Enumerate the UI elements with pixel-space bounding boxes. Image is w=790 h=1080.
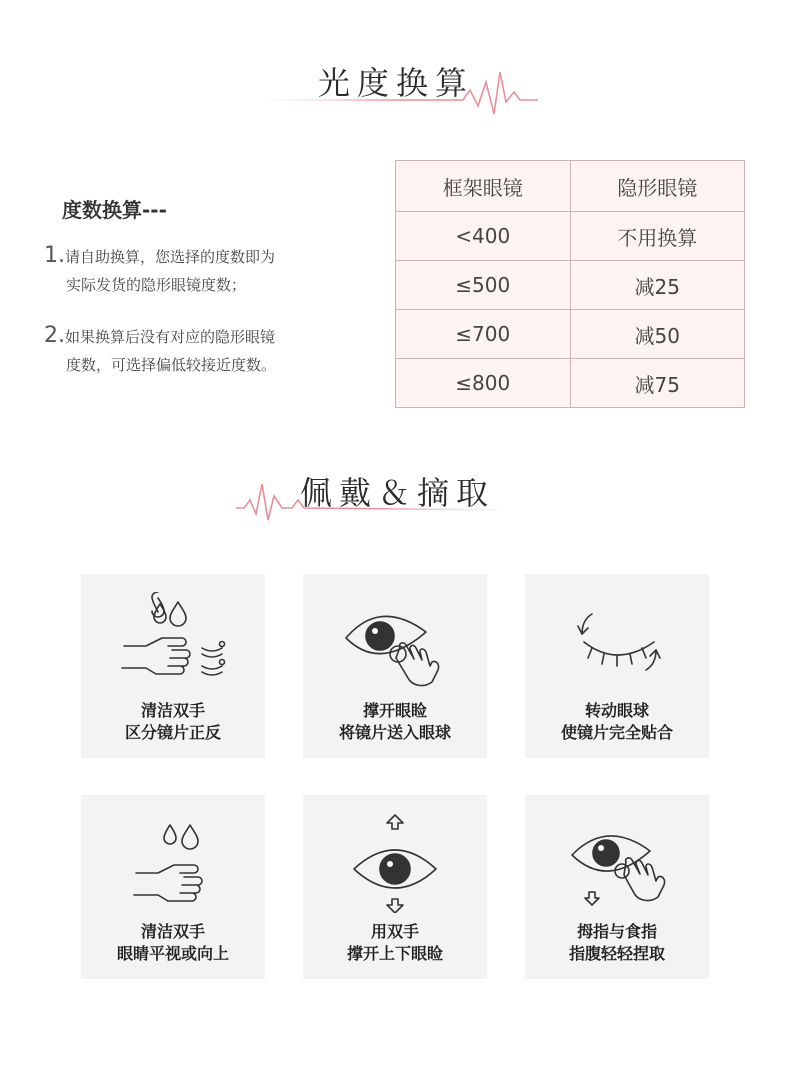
step-caption-line: 指腹轻轻捏取 [568,944,665,963]
step-caption-line: 清洁双手 [140,701,205,720]
table-row [396,359,745,408]
power-conversion-table [395,160,745,408]
step-card [81,795,265,979]
table-row [396,261,745,310]
step-caption-line: 撑开上下眼睑 [346,944,443,963]
step-caption-line: 拇指与食指 [576,922,657,941]
step-caption [525,921,709,965]
step-card [81,574,265,758]
eye-up-down-icon [340,813,450,913]
step-caption-line: 使镜片完全贴合 [560,723,673,742]
step-caption-line: 区分镜片正反 [124,723,221,742]
step-caption-line: 转动眼球 [584,701,649,720]
table-cell: 减75 [570,359,745,408]
step-card [303,795,487,979]
note-text: 度数，可选择偏低较接近度数。 [66,356,277,374]
step-caption [303,921,487,965]
table-cell: ≤800 [396,359,571,408]
conversion-heading: 度数换算--- [62,198,167,222]
step-card [525,795,709,979]
note-text: 实际发货的隐形眼镜度数； [66,276,247,294]
step-caption-line: 用双手 [370,922,419,941]
note-text: 如果换算后没有对应的隐形眼镜 [65,328,276,346]
note-number: 1. [44,243,65,268]
step-card [303,574,487,758]
table-cell: ≤500 [396,261,571,310]
step-caption-line: 眼睛平视或向上 [116,944,229,963]
step-caption-line: 将镜片送入眼球 [338,723,451,742]
note-1 [44,242,275,299]
closed-eye-rotate-icon [562,592,672,692]
eye-pinch-remove-icon [562,813,672,913]
hand-wash-icon [118,592,228,692]
section-title-power-conversion: 光度换算 [318,64,475,102]
table-row [396,310,745,359]
section-title-wear-remove: 佩戴＆摘取 [300,474,496,512]
step-caption-line: 撑开眼睑 [362,701,427,720]
step-caption [81,700,265,744]
table-cell: <400 [396,212,571,261]
table-cell: 不用换算 [570,212,745,261]
eye-lens-finger-icon [340,592,450,692]
step-caption [81,921,265,965]
step-card [525,574,709,758]
note-text: 请自助换算，您选择的度数即为 [65,248,276,266]
hand-wash-icon [118,813,228,913]
table-cell: 减50 [570,310,745,359]
header-contact-lenses: 隐形眼镜 [570,161,745,212]
note-number: 2. [44,323,65,348]
step-caption [303,700,487,744]
table-row [396,212,745,261]
heartbeat-line-decoration [258,62,548,122]
note-2 [44,322,276,379]
step-caption [525,700,709,744]
table-header-row [396,161,745,212]
step-caption-line: 清洁双手 [140,922,205,941]
table-cell: 减25 [570,261,745,310]
header-frame-glasses: 框架眼镜 [396,161,571,212]
table-cell: ≤700 [396,310,571,359]
